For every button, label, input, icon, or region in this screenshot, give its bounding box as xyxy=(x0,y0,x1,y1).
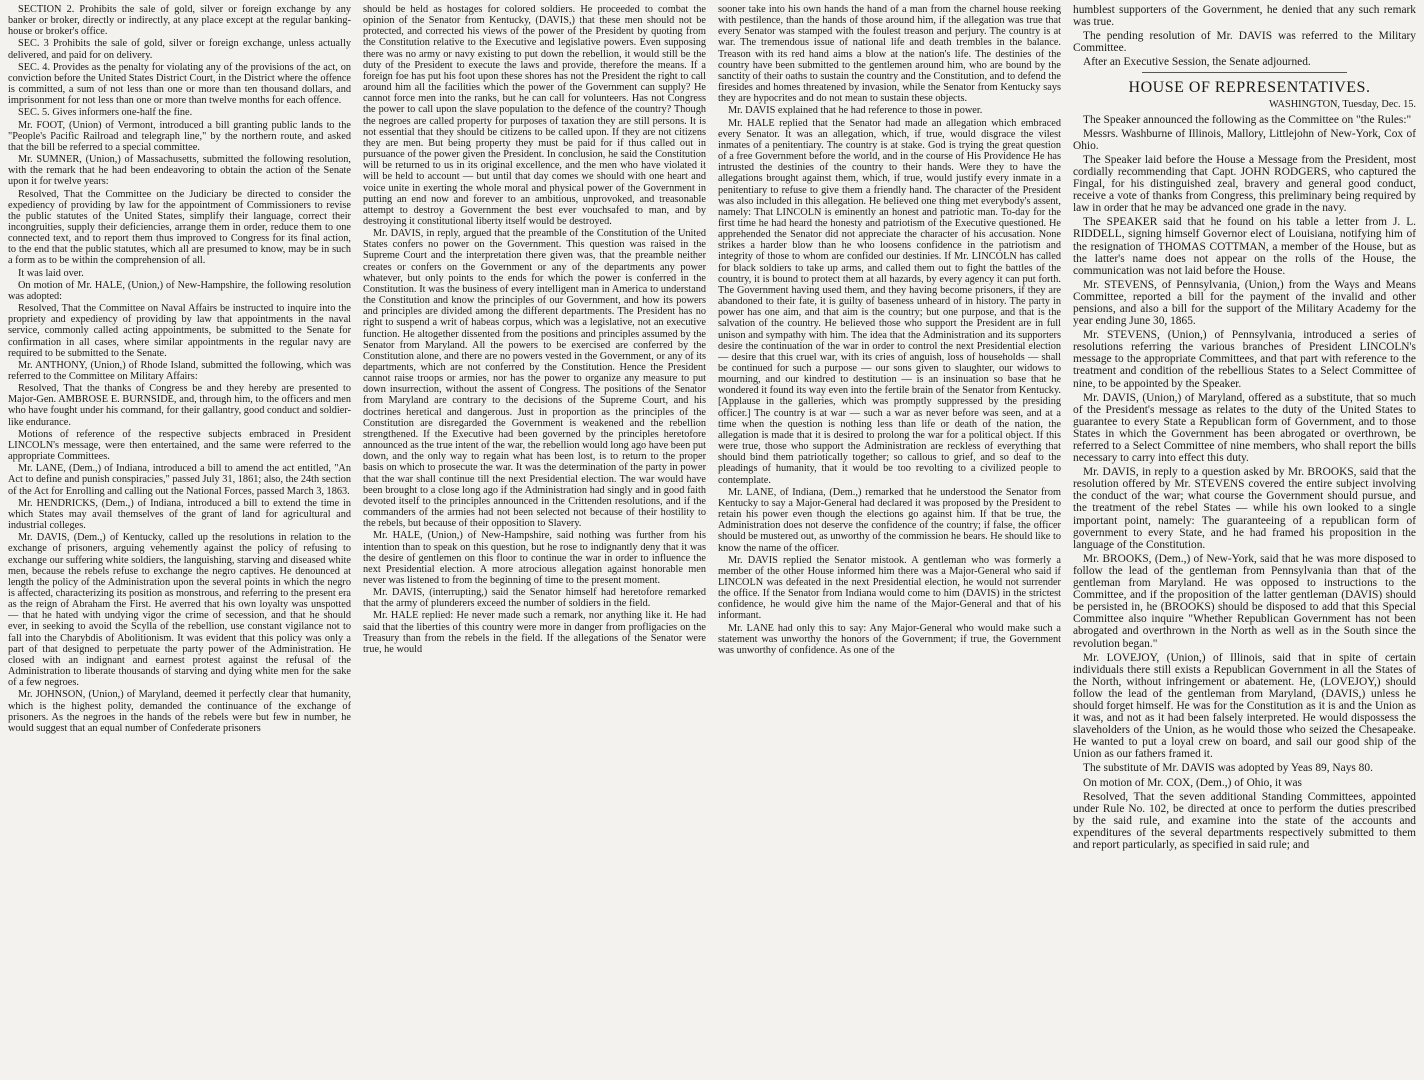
paragraph: Mr. DAVIS replied the Senator mistook. A gentleman who was formerly a member of the other House informed him there was a Major-General who said if LINCOLN was defeated in the next Presidential election, he would not surrender the office. If the Senator from Indiana would come to him (DAVIS) in the strictest confidence, he would give him the name of the Major-General and that of his informant. xyxy=(718,554,1061,622)
column-4 xyxy=(1073,4,1416,1080)
paragraph: The Speaker laid before the House a Message from the President, most cordially recommending that Capt. JOHN RODGERS, who captured the Fingal, for his distinguished zeal, bravery and general good conduct, receive a vote of thanks from Congress, this preliminary being required by law in order that he may be advanced one grade in the navy. xyxy=(1073,153,1416,215)
house-proceedings xyxy=(1073,114,1416,852)
paragraph: The pending resolution of Mr. DAVIS was referred to the Military Committee. xyxy=(1073,30,1416,55)
paragraph: Mr. FOOT, (Union) of Vermont, introduced a bill granting public lands to the "People's Pacific Railroad and telegraph line," by the northern route, and asked that the bill be referred to a special committee. xyxy=(8,119,351,153)
paragraph: Mr. DAVIS, (interrupting,) said the Senator himself had heretofore remarked that the army of plunderers exceed the number of soldiers in the field. xyxy=(363,587,706,610)
senate-closing-text xyxy=(1073,4,1416,68)
paragraph: Motions of reference of the respective subjects embraced in President LINCOLN's message, were then entertained, and the same were referred to the appropriate Committees. xyxy=(8,428,351,463)
paragraph: Mr. DAVIS, (Union,) of Maryland, offered as a substitute, that so much of the President's message as relates to the duty of the United States to guarantee to every State a Republican form of Government, and to those States in which the Government has been abrogated or overthrown, be referred to a Select Committee of nine members, who shall report the bills necessary to carry into effect this duty. xyxy=(1073,391,1416,465)
paragraph: Mr. LANE, of Indiana, (Dem.,) remarked that he understood the Senator from Kentucky to say a Major-General had declared it was proposed by the President to retain his power even though the elections go against him. If that be true, the Administration does not deserve the confidence of the country; if false, the officer should be mustered out, as unworthy of the commission he bears. He should like to know the name of the officer. xyxy=(718,486,1061,554)
paragraph: The substitute of Mr. DAVIS was adopted by Yeas 89, Nays 80. xyxy=(1083,762,1373,775)
paragraph: Mr. HENDRICKS, (Dem.,) of Indiana, introduced a bill to extend the time in which States may avail themselves of the grant of land for agricultural and industrial colleges. xyxy=(8,497,351,532)
paragraph: sooner take into his own hands the hand of a man from the charnel house reeking with pestilence, than the hands of those around him, if the allegation was true that every Senator was stamped with the foulest treason and perjury. The country is at war. The tremendous issue of national life and death trembles in the balance. Treason with its red hand aims a blow at the nation's life. The destinies of the country have been submitted to the gentlemen around him, who are bound by the sanctity of their oaths to sustain the country and the Constitution, and to defend the firesides and homes threatened by invasion, while the Senator from Kentucky says they are hypocrites and do not mean to sustain these objects. xyxy=(718,4,1061,105)
paragraph: After an Executive Session, the Senate adjourned. xyxy=(1083,56,1311,69)
paragraph: Messrs. Washburne of Illinois, Mallory, Littlejohn of New-York, Cox of Ohio. xyxy=(1073,127,1416,152)
paragraph: Mr. LOVEJOY, (Union,) of Illinois, said that in spite of certain individuals there still exists a Republican Government in all the States of the North, without infringement or abatement. He, (LOVEJOY,) should follow the lead of the gentleman from Maryland, (DAVIS,) unless he should forget himself. He was for the Constitution as it is and the Union as it was, and not as it had been falsely interpreted. He would dispossess the slaveholders of the Union, as he would those who seized the Chesapeake. He wanted to put a loyal crew on board, and sail our good ship of the Union as our fathers framed it. xyxy=(1073,651,1416,761)
section-heading: HOUSE OF REPRESENTATIVES. xyxy=(1128,79,1371,97)
paragraph: Mr. HALE replied that the Senator had made an allegation which embraced every Senator. It was an allegation, which, if true, would disgrace the vilest inmates of a penitentiary. The country is at stake. God is trying the great question of a free Government before the world, and in the course of His Providence He has intrusted the destinies of the country to their hands. Were they to have the allegations brought against them, which, if true, would justify every inmate in a penitentiary to refuse to give them a friendly hand. The character of the President was also included in this allegation. He believed one thing met everybody's assent, namely: That LINCOLN is eminently an honest and patriotic man. To-day for the first time he had heard the honesty and patriotism of the Executive questioned. He apprehended the Senator did not appreciate the character of his accusation. None strikes a harder blow than he who loosens confidence in the patriotism and integrity of those to whom are confided our destinies. If Mr. LINCOLN has called for black soldiers to take up arms, and called them out to fight the battles of the country, it is bound to protect them at all hazards, by every agency it can put forth. The Government having used them, and they having become prisoners, if they are abandoned to their fate, it is guilty of baseness unheard of in history. The party in power has one aim, and that aim is the country; but one purpose, and that is the salvation of the country. He believed those who support the President are in full unison and sympathy with him. The idea that the Administration and its supporters desire the continuation of the war in order to control the next Presidential election — desire that this cruel war, with its cries of anguish, loss of households — shall be continued for such a purpose — our sons given to slaughter, our widows to mourning, and our kindred to destitution — is an insinuation so base that he wondered it found its way even into the fertile brain of the Senator from Kentucky. [Applause in the galleries, which was promptly suppressed by the presiding officer.] The country is at war — such a war as never before was seen, and at a time when the question is nothing less than life or death of the nation, the allegation is made that it is desired to prolong the war for a political object. If this were true, those who support the Administration are reckless of everything that should bind them patriotically together; so callous to grief, and so deaf to the pleadings of humanity, that it would be too revolting to a civilized people to contemplate. xyxy=(718,117,1061,486)
paragraph: Mr. HALE replied: He never made such a remark, nor anything like it. He had said that the liberties of this country were more in danger from profligacies on the Treasury than from the rebels in the field. If the allegations of the Senator were true, he would xyxy=(363,610,706,655)
column-2 xyxy=(363,4,706,1080)
paragraph: The Speaker announced the following as the Committee on "the Rules:" xyxy=(1083,113,1412,126)
column-3 xyxy=(718,4,1061,1080)
paragraph: should be held as hostages for colored soldiers. He proceeded to combat the opinion of the Senator from Kentucky, (DAVIS,) that these men should not be protected, and corrected his views of the power of the President by quoting from the Constitution relative to the Executive and legislative powers. Even supposing there was no army or navy existing to put down the rebellion, it would still be the duty of the President to execute the laws and provide, therefore the means. If a foreign foe has put his foot upon these shores has not the President the right to call around him all the facilities which the power of the Government can supply? He cannot force men into the ranks, but he can call for volunteers. Has not Congress the power to call upon the slave population to the defence of the country? Though the negroes are called property for purposes of taxation they are still persons. It is not essential that they should be citizens to be called upon. If they are not citizens they are men. But being property they must be paid for if thus called out in pursuance of the power given the President. In conclusion, he said the Constitution will be returned to us in its original excellence, and the men who have violated it will be held to account — but until that day comes we should with one heart and voice unite in exerting the whole moral and physical power of the Government in putting an end now and forever to an ambitious, unprovoked, and treasonable attempt to destroy a Government the best ever vouchsafed to man, and by destroying it constitutional liberty itself would be destroyed. xyxy=(363,4,706,227)
paragraph: Mr. STEVENS, of Pennsylvania, (Union,) from the Ways and Means Committee, reported a bill for the payment of the invalid and other pensions, and also a bill for the support of the Military Academy for the year ending June 30, 1865. xyxy=(1073,278,1416,328)
paragraph: Mr. DAVIS explained that he had reference to those in power. xyxy=(728,105,983,117)
paragraph: Mr. ANTHONY, (Union,) of Rhode Island, submitted the following, which was referred to the Committee on Military Affairs: xyxy=(8,359,351,382)
paragraph: Resolved, That the seven additional Standing Committees, appointed under Rule No. 102, be directed at once to perform the duties prescribed by the said rule, and examine into the state of the accounts and expenditures of the several departments respectively submitted to them and report particularly, as specified in said rule; and xyxy=(1073,790,1416,851)
paragraph: Resolved, That the thanks of Congress be and they hereby are presented to Major-Gen. AMBROSE E. BURNSIDE, and, through him, to the officers and men who have fought under his command, for their gallantry, good conduct and soldier-like endurance. xyxy=(8,383,351,428)
section-divider xyxy=(1142,72,1348,73)
paragraph: SEC. 4. Provides as the penalty for violating any of the provisions of the act, on conviction before the United States District Court, in the District where the offence is committed, a sum of not less than one or more than ten thousand dollars, and imprisonment for not less than one or more than twelve months for each offence. xyxy=(8,61,351,107)
dateline: WASHINGTON, Tuesday, Dec. 15. xyxy=(1268,99,1416,111)
paragraph: Mr. DAVIS, in reply, argued that the preamble of the Constitution of the United States confers no power on the Government. This question was raised in the Supreme Court and the interpretation there given was, that the preamble neither creates or confers on the Government or any of the departments any power whatever, but only points to the ends for which the power is conferred in the Constitution. It was the business of every intelligent man in America to understand the Constitution and know the principles of our Government, and how its powers and principles are divided among the different departments. The President has no right to suspend a writ of habeas corpus, which was a legislative, not an executive function. He altogether dissented from the positions and principles assumed by the Senator from Maryland. All the powers to be exercised are conferred by the Constitution alone, and there are no powers vested in the Government, or any of its departments, which are not conferred by the Constitution. Hence the President cannot raise troops or armies, nor has the power to organize any measure to put down insurrection, without the assent of Congress. The positions of the Senator from Maryland are contrary to the decisions of the Supreme Court, and his doctrines heretical and dangerous. Just in proportion as the principles of the Constitution are disregarded the Government is weakened and the rebellion strengthened. If the Executive had been governed by the principles heretofore announced as the true intent of the war, the rebellion would long ago have been put down, and the only way to regain what has been lost, is to return to the proper basis on which to prosecute the war. It was the determination of the party in power that the war shall continue till the next Presidential election. The war would have been brought to a close long ago if the Administration had singly and in good faith devoted itself to the principles announced in the Crittenden resolutions, and if the commanders of the armies had not been selected not because of their hostility to the rebels, but because of their opposition to Slavery. xyxy=(363,228,706,530)
paragraph: SEC. 5. Gives informers one-half the fine. xyxy=(18,107,193,119)
column-1 xyxy=(8,4,351,1080)
paragraph: Mr. HALE, (Union,) of New-Hampshire, said nothing was further from his intention than to speak on this question, but he rose to indignantly deny that it was the desire of gentlemen on this floor to continue the war in order to influence the next Presidential election. A more atrocious allegation against honorable men never was listened to from the beginning of time to the present moment. xyxy=(363,530,706,586)
paragraph: It was laid over. xyxy=(18,267,84,279)
paragraph: Mr. BROOKS, (Dem.,) of New-York, said that he was more disposed to follow the lead of the gentleman from Pennsylvania than that of the gentleman from Maryland. He was opposed to instructions to the Committee, and if the proposition of the latter gentleman (DAVIS) should be persisted in, he (BROOKS) should be disposed to add that this Special Committee also inquire "Whether Republican Government has not been abrogated and overthrown in the North as well as in the South since the revolution began." xyxy=(1073,552,1416,650)
paragraph: On motion of Mr. COX, (Dem.,) of Ohio, it was xyxy=(1083,776,1302,789)
paragraph: Mr. LANE, (Dem.,) of Indiana, introduced a bill to amend the act entitled, "An Act to define and punish conspiracies," passed July 31, 1861; also, the 24th section of the Act for Enrolling and calling out the National Forces, passed March 3, 1863. xyxy=(8,463,351,497)
paragraph: SEC. 3 Prohibits the sale of gold, silver or foreign exchange, unless actually delivered, and paid for on delivery. xyxy=(8,38,351,61)
paragraph: Mr. DAVIS, (Dem.,) of Kentucky, called up the resolutions in relation to the exchange of prisoners, arguing vehemently against the policy of refusing to exchange our suffering white soldiers, the languishing, starving and diseased white men, because the rebels refuse to exchange the negro captives. He denounced at length the policy of the Administration upon the several points in which the negro is affected, characterizing its position as monstrous, and referring to the present era as the reign of Abraham the First. He averred that his own loyalty was unspotted — that he hated with undying vigor the crime of secession, and that he should ever, in seeking to avoid the Scylla of the rebellion, use constant vigilance not to fall into the Charybdis of Abolitionism. It was evident that this policy was only a part of that designed to perpetuate the party power of the Administration. He closed with an indignant and earnest protest against the refusal of the Administration to liberate thousands of starving and dying white men for the sake of a few negroes. xyxy=(8,532,351,689)
paragraph: On motion of Mr. HALE, (Union,) of New-Hampshire, the following resolution was adopted: xyxy=(8,279,351,302)
paragraph: Resolved, That the Committee on Naval Affairs be instructed to inquire into the propriety and expediency of providing by law that appointments in the naval service, commonly called acting appointments, be submitted to the Senate for confirmation in all cases, where similar appointments in the regular navy are required to be submitted to the Senate. xyxy=(8,303,351,359)
paragraph: Mr. DAVIS, in reply to a question asked by Mr. BROOKS, said that the resolution offered by Mr. STEVENS covered the entire subject involving the conduct of the war; what course the Government should pursue, and the treatment of the rebel States — while his own looked to a single important point, namely: The guaranteeing of a republican form of government to every State, and he had framed his proposition in the language of the Constitution. xyxy=(1073,466,1416,551)
paragraph: humblest supporters of the Government, he denied that any such remark was true. xyxy=(1073,4,1416,29)
paragraph: Mr. SUMNER, (Union,) of Massachusetts, submitted the following resolution, with the remark that he had been endeavoring to obtain the action of the Senate upon it for twelve years: xyxy=(8,154,351,188)
paragraph: The SPEAKER said that he found on his table a letter from J. L. RIDDELL, signing himself Governor elect of Louisiana, notifying him of the resignation of THOMAS COTTMAN, a member of the House, but as the latter's name does not appear on the rolls of the House, the communication was not laid before the House. xyxy=(1073,216,1416,277)
paragraph: SECTION 2. Prohibits the sale of gold, silver or foreign exchange by any banker or broker, directly or indirectly, at any place except at the regular banking-house or broker's office. xyxy=(8,4,351,38)
paragraph: Mr. LANE had only this to say: Any Major-General who would make such a statement was unworthy the honors of the Government; if true, the Government was unworthy of confidence. As one of the xyxy=(718,622,1061,656)
paragraph: Mr. JOHNSON, (Union,) of Maryland, deemed it perfectly clear that humanity, which is the highest polity, demanded the continuance of the exchange of prisoners. As the negroes in the hands of the rebels were but few in number, he would suggest that an equal number of Confederate prisoners xyxy=(8,689,351,734)
paragraph: Resolved, That the Committee on the Judiciary be directed to consider the expediency of providing by law for the appointment of Commissioners to revise the public statutes of the United States, simplify their language, correct their incongruities, supply their deficiencies, arrange them in order, reduce them to one connected text, and to report them thus improved to Congress for its final action, to the end that the public statutes, which all are presumed to know, may be in such a form as to be within the comprehension of all. xyxy=(8,188,351,267)
paragraph: Mr. STEVENS, (Union,) of Pennsylvania, introduced a series of resolutions referring the various branches of President LINCOLN's message to the appropriate Committees, and that part with reference to the treatment and condition of the rebellious States to a Select Committee of nine, to be appointed by the Speaker. xyxy=(1073,329,1416,390)
